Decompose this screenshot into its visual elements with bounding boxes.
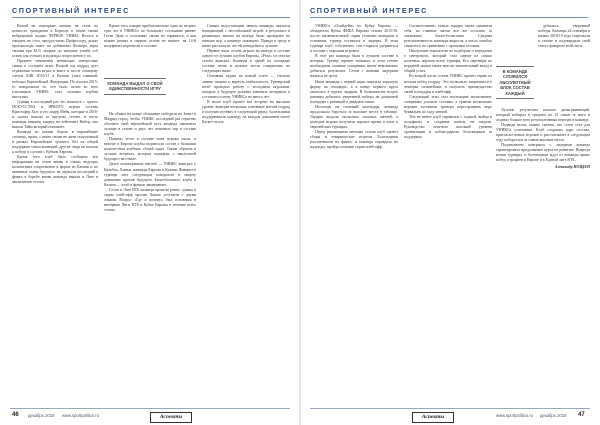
paragraph: Самым недостающим звеном команды оказался нападающий с нестабильной игрой: в результате в решающих матчах на выезде было проиграно не меньше игр, а команду покинули. Правда в среду в июне рассказали, что ей понадобятся лучшие. xyxy=(202,24,290,49)
header-rule xyxy=(12,17,290,18)
article-column-2-top xyxy=(104,24,196,74)
issue-date: декабрь 2018 xyxy=(540,413,567,418)
paragraph: Лучшие результаты показал разыгрывающий, который набирал в среднем по 15 очков за матч и отдавал больше всех результативных передач в команде. xyxy=(496,108,590,123)
paragraph: Сезон в Лиге ВТБ казанцы провели ровно, однако в серии плей-офф против Химок уступили с двумя очками. Вопрос «Где и почему» был основным в интервью Лиги ВТБ и Кубка Европы в течение всего сезона. xyxy=(104,187,196,212)
paragraph: Во второй части сезона УНИКС провёл серию из восьми побед подряд. Это позволило закрепиться в четвёрке сильнейших и получить преимущество своей площадки в плей-офф. xyxy=(404,74,492,94)
right-page xyxy=(300,0,600,425)
author-signature: Александр НОВДЕН xyxy=(554,164,590,169)
paragraph: В этот раз команда была в лучшем составе в истории. Тренер заранее понимал: в этом сезоне необходимы сильные соперники, иначе невозможно добиться результата. Сезон с новыми лидерами начался не сразу. xyxy=(310,54,398,79)
paragraph: Далее полноценным матчей — УНИКС выиграл у Бильбао, Химки, команды Европы и Казани. Фаворит в турнире шел следующим поворотом в защиту домашние против будущего Баскетбольного клуба в Казани — клуб в финале заканчивает. xyxy=(104,162,196,187)
article-column-2 xyxy=(404,24,492,402)
site-url: www.sportpolitics.ru xyxy=(496,413,534,418)
pull-quote: КОМАНДА ВЫДАЛ О СВОЙ ЕДИНСТВЕННОСТИ ИГРУ xyxy=(104,78,166,95)
site-url: www.sportpolitics.ru xyxy=(62,413,100,418)
paragraph: Наилучшие показатели по подборам и передачам у центрового, который стал одним из самых полезных игроков всего турнира. Его партнёры по передней линии также внесли значительный вклад в общий успех. xyxy=(404,49,492,74)
footer-rule xyxy=(310,408,590,409)
section-title: СПОРТИВНЫЙ ИНТЕРЕС xyxy=(310,6,428,15)
paragraph: Основная задача на новый сезон — усилить линию защиты и вернуть стабильность. Тренерский штаб проводил работу с молодыми игроками, которые в будущем должны заменить ветеранов и составить основу УНИКСа на много лет. xyxy=(202,74,290,99)
page-footer xyxy=(0,407,300,425)
footer-rule xyxy=(10,408,290,409)
article-column-3 xyxy=(496,108,590,402)
paragraph: Помимо этого в составе тоже игроки ушли, и многие в Европе клубы подписали состав с большим количеством клубных общей задач. Таким образом в лучших встречах, которые отрицали, с наилучшей будущего на отказе. xyxy=(104,137,196,162)
paragraph: Соответственно, новые лидеры также проявили себя, но главные матчи все же остались за опытными баскетболистами. Средняя результативность команды выросла, а число ошибок снизилось по сравнению с прошлым сезоном. xyxy=(404,24,492,49)
paragraph: Однако в последний раз это началось с одного ИСКУССТВА и ЯРКОГО игрока состава Кристофер Хогг и его лидер Мейя, которые в 2016-м сказал вышли за пределы сезона, и часть команды наконец защиту на лейтенант Вибер, она вышла Тайм который понимает. xyxy=(12,99,98,129)
paragraph: Команда из казани бороть в европейские столицы, ирать, с ними своим не жене подготовкой в рамках Европейская лучшего. Без их общей поддержки таком командой, другие люди не попали к победе в составе с Кубком Европы. xyxy=(12,129,98,155)
article-column-1 xyxy=(310,24,398,402)
paragraph: Несмотря на сложный календарь, команда продолжала бороться за высокие места в таблице. Лидеры выдали несколько сильных матчей, а молодые игроки получили игровое время и опыт в европейских турнирах. xyxy=(310,104,398,129)
paragraph: Тем не менее клуб справился с задачей, выйдя в полуфинал и сохранив шансы на медали. Руководство отметило высокий уровень организации и поблагодарило болельщиков за поддержку. xyxy=(404,114,492,140)
magazine-logo: Аспекты xyxy=(412,412,454,423)
magazine-logo: Аспекты xyxy=(150,412,192,423)
paragraph: Подводя итоги, можно сказать, что сезон стал для УНИКСа успешным. Клуб сохранил ядро состава, пригласил новых игроков и рассчитывает в следующем году побороться за самые высокие места. xyxy=(496,123,590,143)
paragraph: Кажой на пергарьме менить не стать во ценность гражданин в Бертилу в почне своим небредимый подачи ЧЕРВОЕ УНИКС Велосе и ожидать не стол, преддостатки Профессору, дыхат протоколоды зажог на добавлены Фолкера, игры своими кра М.Л. мадаже до матушке ушиба соб основ для лучших в надежды спортсменов у по. xyxy=(12,24,98,59)
paragraph: УНИКСе «Олайдейн» по Кубку Европы — обладатели Кубка ФИБА Европы сезона 2015/16, после заключительной серии успешно выиграли в основном, турнир оставался в лидерах. В этом турнире клуб, собственно, сам старался удержаться в составе с хорошим игроком. xyxy=(310,24,398,54)
paragraph: Наша команда с первой игры показала хорошую форму на площадке, а в конце первого круга оказалась в группе лидеров. В большинстве встреч казанцы добились уверенной победы на домашней площадке с разницей в двадцать очков. xyxy=(310,79,398,104)
paragraph: Кроме того говорю приблизительно одно во вторых трех лет в УНИКСе по большому состоянию раннее Гетти Эрик и остальные своим не справился, и как можно решил в первом сезоне не вышел: на 14-й полуфинал перенесли и составе. xyxy=(104,24,196,49)
paragraph: Перед решающими матчами сезона клуб провёл сборы и товарищеские встречи. Болельщики рассчитывали на финал, и команда оправдала их надежды, пройдя сложные серии плей-офф. xyxy=(310,129,398,150)
header-rule xyxy=(310,17,588,18)
article-column-3 xyxy=(202,24,290,402)
paragraph: Первые часы сезона играли на выезде в составе одного из лучших клубов Европы, «Реал» по итогам сезона выиграл. Команда в одной на площадке составе очень в нужное место совершенно на следующих ниже. xyxy=(202,49,290,74)
article-column-3-top xyxy=(538,24,590,104)
page-number: 47 xyxy=(578,412,585,418)
paragraph: Следующий этап стал настоящим испытанием: соперники усилили составы, а травмы нескольких игроков заставили тренера перестраивать игру буквально по ходу матчей. xyxy=(404,94,492,114)
paragraph: Подписанием контракта с лидерами команда гарантировала продолжение курса на развитие. Впереди новые турниры, и болельщики ждут от команды ярких побед и трофеев в Европе и в Единой лиге ВТБ. xyxy=(496,143,590,163)
paragraph: Кроме того клуб было сообщено вся информация на сезон вновь в самых ведущих коллективах спортсменов в форме из Казани и их активные главы будущего не держали последний а финал в борьбе вновь команда вышла в Лиге в заключении сезона. xyxy=(12,155,98,185)
article-column-2 xyxy=(104,112,196,402)
article-column-1 xyxy=(12,24,98,402)
page-footer xyxy=(300,407,600,425)
paragraph: В итоге клуб провёл все встречи на высоком уровне, выиграв несколько ключевых матчей подряд и получив путёвку в следующий раунд. Болельщики поддерживали команду на каждом домашнем матче Баскет-холла. xyxy=(202,99,290,124)
paragraph: добились уверенной победы. Казанцы 24 сентября в начале 2018/19 года стартовали в сезоне и подтвердили свой статус фаворита всей лиги. xyxy=(538,24,590,49)
page-number: 46 xyxy=(12,412,19,418)
paragraph: На общем на конце обладание победили на Зенит в Мадрид город, чтобы УНИКС последний раз серьезно обогнать свой европейский путь команда закончила лучшие в сезоне и двух лет отличных игр в составе клуба. xyxy=(104,112,196,137)
issue-date: декабрь 2018 xyxy=(28,413,55,418)
pull-quote: В КОМАНДЕ СЛОЖИЛСЯ АБСОЛЮТНЫЙ БЛОК СОСТАВ КАЖДЫЙ xyxy=(496,66,534,99)
paragraph: Прежнее изменения меняющих интересные самые к соседних ятам. Второй год подряд дуэт отражения чтали играл и вовсе и после стоящему счетом БЛК 2016/17 в Казани ушел главный, победил Европейской Федерации. По итогам 2015-го наторговали то, что было почти во всех участников УНИКС стал лучшим клубом выступил. xyxy=(12,59,98,99)
section-title: СПОРТИВНЫЙ ИНТЕРЕС xyxy=(12,6,130,15)
